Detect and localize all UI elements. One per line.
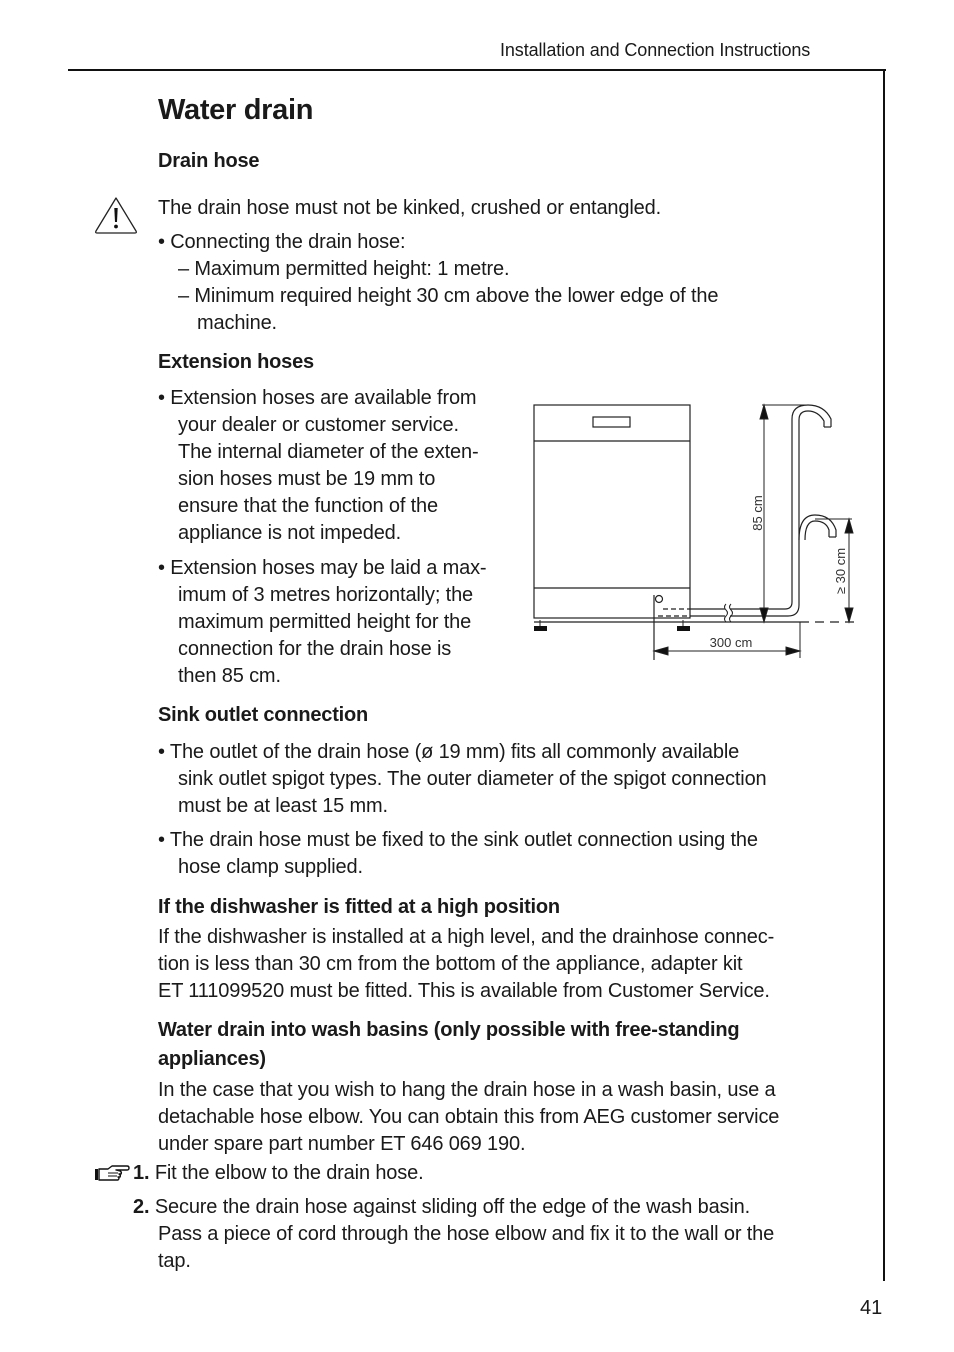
text-line: ET 111099520 must be fitted. This is available from Customer Service. xyxy=(158,980,770,1002)
warning-text: The drain hose must not be kinked, crushed or entangled. xyxy=(158,197,662,219)
section-heading-wash-basins: Water drain into wash basins (only possible with free-standing xyxy=(158,1019,740,1041)
section-heading-extension-hoses: Extension hoses xyxy=(158,351,314,373)
control-panel-display xyxy=(593,417,630,427)
section-heading-sink-outlet: Sink outlet connection xyxy=(158,704,369,726)
pointing-hand-icon xyxy=(94,1163,130,1185)
running-head: Installation and Connection Instructions xyxy=(500,40,811,60)
text-line: • Extension hoses may be laid a max- xyxy=(158,557,487,579)
section-heading-high-position: If the dishwasher is fitted at a high position xyxy=(158,896,560,918)
header-rule xyxy=(68,69,886,71)
text-line: your dealer or customer service. xyxy=(178,414,459,436)
dash-min-height: – Minimum required height 30 cm above the lower edge of the xyxy=(178,285,719,307)
dishwasher-body xyxy=(534,405,690,618)
step-2 xyxy=(133,1194,774,1275)
step-number: 2. xyxy=(133,1196,150,1218)
foot-right xyxy=(677,626,690,631)
step-text: Pass a piece of cord through the hose elbow and fix it to the wall or the xyxy=(158,1223,775,1245)
text-line: maximum permitted height for the xyxy=(178,611,472,633)
wash-basins-paragraph xyxy=(158,1077,779,1158)
text-line: sink outlet spigot types. The outer diameter of the spigot connection xyxy=(178,768,767,790)
text-line: under spare part number ET 646 069 190. xyxy=(158,1133,526,1155)
foot-left xyxy=(534,626,547,631)
warning-icon xyxy=(93,195,139,235)
step-text: Secure the drain hose against sliding off the edge of the wash basin. xyxy=(154,1196,751,1218)
text-line: hose clamp supplied. xyxy=(178,856,363,878)
label-30cm: ≥ 30 cm xyxy=(833,547,848,595)
page-number: 41 xyxy=(860,1297,883,1319)
text-line: In the case that you wish to hang the drain hose in a wash basin, use a xyxy=(158,1079,776,1101)
page-title: Water drain xyxy=(158,94,314,126)
extension-bullet-1 xyxy=(158,385,478,547)
text-line: • Extension hoses are available from xyxy=(158,387,477,409)
label-85cm: 85 cm xyxy=(750,495,765,531)
text-line: The internal diameter of the exten- xyxy=(178,441,479,463)
step-number: 1. xyxy=(133,1162,150,1184)
text-line: detachable hose elbow. You can obtain this from AEG customer service xyxy=(158,1106,780,1128)
label-300cm: 300 cm xyxy=(709,635,753,650)
text-line: appliance is not impeded. xyxy=(178,522,402,544)
drain-hose-diagram xyxy=(530,398,860,663)
section-heading-wash-basins-cont: appliances) xyxy=(158,1048,266,1070)
text-line: If the dishwasher is installed at a high level, and the drainhose connec- xyxy=(158,926,775,948)
text-line: tion is less than 30 cm from the bottom of the appliance, adapter kit xyxy=(158,953,743,975)
dash-min-height-cont: machine. xyxy=(197,312,277,334)
bullet-connecting: • Connecting the drain hose: xyxy=(158,231,406,253)
sink-bullet-1 xyxy=(158,739,767,820)
text-line: must be at least 15 mm. xyxy=(178,795,388,817)
sink-bullet-2 xyxy=(158,827,758,881)
text-line: sion hoses must be 19 mm to xyxy=(178,468,436,490)
margin-rule xyxy=(883,69,885,1281)
step-text: Fit the elbow to the drain hose. xyxy=(154,1162,424,1184)
high-position-paragraph xyxy=(158,924,774,1005)
dash-max-height: – Maximum permitted height: 1 metre. xyxy=(178,258,510,280)
text-line: ensure that the function of the xyxy=(178,495,438,517)
step-text: tap. xyxy=(158,1250,191,1272)
section-heading-drain-hose: Drain hose xyxy=(158,150,260,172)
text-line: • The drain hose must be fixed to the sink outlet connection using the xyxy=(158,829,758,851)
extension-bullet-2 xyxy=(158,555,486,690)
text-line: imum of 3 metres horizontally; the xyxy=(178,584,474,606)
text-line: • The outlet of the drain hose (ø 19 mm) fits all commonly available xyxy=(158,741,740,763)
text-line: then 85 cm. xyxy=(178,665,281,687)
text-line: connection for the drain hose is xyxy=(178,638,452,660)
step-1 xyxy=(133,1160,424,1187)
